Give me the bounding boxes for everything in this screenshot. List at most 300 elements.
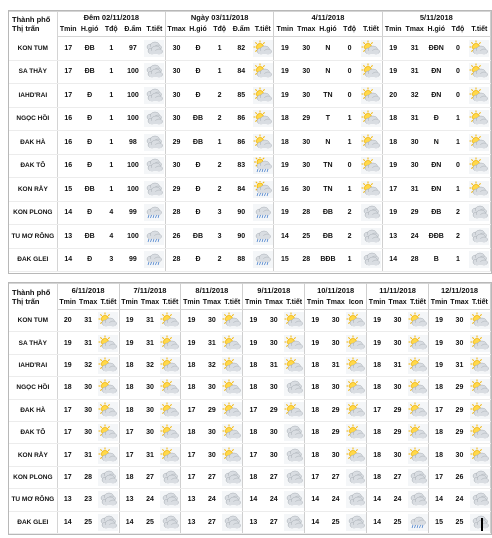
value-cell: 30: [295, 178, 317, 202]
sun-cloud-icon: [470, 424, 490, 441]
value-cell: 3: [209, 225, 231, 249]
corner-header-line: Thị trấn: [12, 296, 40, 306]
weather-cell: [222, 354, 243, 376]
value-cell: 84: [230, 178, 252, 202]
value-cell: 14: [429, 489, 450, 511]
weather-cell: [160, 444, 181, 466]
weather-cell: [408, 310, 429, 332]
value-cell: 0: [339, 154, 361, 178]
value-cell: 30: [387, 377, 408, 399]
value-cell: 19: [305, 310, 326, 332]
value-cell: 30: [263, 421, 284, 443]
value-cell: 30: [387, 444, 408, 466]
value-cell: 17: [57, 444, 78, 466]
value-cell: 28: [78, 466, 99, 488]
value-cell: 31: [263, 354, 284, 376]
value-cell: 17: [57, 60, 79, 84]
value-cell: 19: [119, 332, 140, 354]
table-row: [9, 511, 491, 533]
value-cell: 100: [122, 178, 144, 202]
value-cell: 30: [165, 37, 187, 61]
value-cell: ĐB: [187, 131, 209, 155]
sun-cloud-icon: [98, 357, 118, 374]
value-cell: 2: [209, 84, 231, 108]
sun-cloud-icon: [346, 447, 366, 464]
value-cell: 1: [339, 131, 361, 155]
weather-cell: [160, 466, 181, 488]
value-cell: 25: [140, 511, 161, 533]
value-cell: 31: [404, 60, 426, 84]
value-cell: 27: [387, 466, 408, 488]
value-cell: 30: [165, 107, 187, 131]
table-row: [9, 377, 491, 399]
weather-cell: [284, 489, 305, 511]
value-cell: T: [317, 107, 339, 131]
value-cell: 99: [122, 248, 144, 272]
sun-cloud-icon: [160, 335, 180, 352]
value-cell: ĐB: [79, 60, 101, 84]
sun-cloud-icon: [361, 40, 381, 57]
value-cell: ĐB: [425, 201, 447, 225]
sun-cloud-icon: [222, 312, 242, 329]
table-row: [9, 60, 491, 84]
table-row: [9, 201, 491, 225]
weather-cell: [469, 107, 491, 131]
value-cell: ĐĐN: [425, 37, 447, 61]
value-cell: ĐB: [187, 225, 209, 249]
weather-cell: [408, 489, 429, 511]
weather-cell: [222, 332, 243, 354]
value-cell: Đ: [79, 248, 101, 272]
value-cell: 100: [122, 225, 144, 249]
sun-cloud-icon: [361, 63, 381, 80]
sun-cloud-icon: [98, 447, 118, 464]
value-cell: 29: [387, 399, 408, 421]
value-cell: 82: [230, 37, 252, 61]
value-cell: 17: [429, 399, 450, 421]
value-cell: 32: [140, 354, 161, 376]
sun-cloud-icon: [222, 424, 242, 441]
cloudy-icon: [144, 87, 164, 104]
column-header: Tmax: [78, 297, 99, 310]
date-header: 9/11/2018: [243, 284, 305, 297]
weather-cell: [144, 178, 166, 202]
value-cell: 90: [230, 225, 252, 249]
cloudy-icon: [160, 469, 180, 486]
weather-cell: [408, 354, 429, 376]
weather-cell: [469, 201, 491, 225]
weather-cell: [360, 248, 382, 272]
value-cell: Đ: [79, 154, 101, 178]
cloud-rain-icon: [253, 251, 273, 268]
location-name: ĐAK GLEI: [9, 511, 57, 533]
weather-cell: [222, 421, 243, 443]
value-cell: 30: [78, 377, 99, 399]
text-cursor-bar: [481, 518, 483, 531]
value-cell: 28: [295, 201, 317, 225]
value-cell: 26: [165, 225, 187, 249]
value-cell: ĐN: [425, 178, 447, 202]
value-cell: 14: [57, 511, 78, 533]
cloudy-icon: [98, 469, 118, 486]
value-cell: 30: [78, 421, 99, 443]
table2-grid: [9, 283, 491, 534]
value-cell: 30: [263, 332, 284, 354]
column-header: T.tiết: [469, 24, 491, 37]
weather-cell: [469, 225, 491, 249]
weather-cell: [346, 354, 367, 376]
weather-cell: [252, 60, 274, 84]
cloudy-icon: [346, 469, 366, 486]
table-row: [9, 354, 491, 376]
table-row: [9, 399, 491, 421]
weather-cell: [222, 466, 243, 488]
sun-cloud-icon: [470, 357, 490, 374]
value-cell: 1: [100, 178, 122, 202]
weather-cell: [252, 248, 274, 272]
value-cell: 14: [382, 248, 404, 272]
value-cell: 98: [122, 131, 144, 155]
value-cell: 27: [202, 511, 223, 533]
value-cell: 17: [367, 399, 388, 421]
cloudy-icon: [469, 228, 489, 245]
value-cell: 17: [57, 421, 78, 443]
weather-cell: [98, 444, 119, 466]
value-cell: 17: [57, 37, 79, 61]
value-cell: 29: [404, 201, 426, 225]
weather-cell: [470, 444, 491, 466]
weather-cell: [160, 511, 181, 533]
column-header: Icon: [346, 297, 367, 310]
column-header: Tmax: [165, 24, 187, 37]
value-cell: 30: [295, 154, 317, 178]
value-cell: 18: [305, 444, 326, 466]
value-cell: 30: [78, 399, 99, 421]
value-cell: 99: [122, 201, 144, 225]
value-cell: 26: [449, 466, 470, 488]
value-cell: 24: [202, 489, 223, 511]
sun-cloud-icon: [470, 379, 490, 396]
value-cell: 4: [100, 225, 122, 249]
sun-cloud-icon: [408, 424, 428, 441]
value-cell: ĐĐB: [425, 225, 447, 249]
value-cell: ĐB: [79, 37, 101, 61]
value-cell: 31: [140, 310, 161, 332]
value-cell: Đ: [425, 107, 447, 131]
value-cell: 29: [165, 178, 187, 202]
sun-cloud-icon: [253, 110, 273, 127]
value-cell: Đ: [187, 84, 209, 108]
value-cell: 31: [78, 444, 99, 466]
sun-cloud-icon: [284, 335, 304, 352]
weather-cell: [360, 131, 382, 155]
location-name: KON TUM: [9, 310, 57, 332]
value-cell: 30: [449, 332, 470, 354]
column-header: Tđộ: [100, 24, 122, 37]
value-cell: 29: [387, 421, 408, 443]
value-cell: 25: [387, 511, 408, 533]
value-cell: 100: [122, 60, 144, 84]
value-cell: 4: [100, 201, 122, 225]
value-cell: 30: [263, 310, 284, 332]
date-header: 6/11/2018: [57, 284, 119, 297]
column-header: Tmax: [140, 297, 161, 310]
column-header: T.tiết: [284, 297, 305, 310]
value-cell: N: [317, 60, 339, 84]
weather-cell: [252, 154, 274, 178]
weather-cell: [346, 466, 367, 488]
sun-cloud-icon: [284, 402, 304, 419]
weather-cell: [346, 421, 367, 443]
cloudy-icon: [222, 469, 242, 486]
value-cell: 18: [274, 107, 296, 131]
column-header: Tmax: [325, 297, 346, 310]
cloudy-icon: [361, 251, 381, 268]
value-cell: 1: [447, 178, 469, 202]
cloudy-icon: [284, 491, 304, 508]
weather-cell: [144, 84, 166, 108]
value-cell: 18: [429, 421, 450, 443]
weather-cell: [469, 131, 491, 155]
sun-cloud-icon: [160, 424, 180, 441]
value-cell: 18: [382, 131, 404, 155]
weather-cell: [470, 466, 491, 488]
value-cell: 2: [209, 154, 231, 178]
column-header: H.gió: [187, 24, 209, 37]
column-header: T.tiết: [252, 24, 274, 37]
value-cell: Đ: [187, 60, 209, 84]
corner-header-line: Thị trấn: [12, 24, 40, 34]
sun-cloud-icon: [253, 134, 273, 151]
value-cell: Đ: [187, 154, 209, 178]
cloudy-icon: [284, 424, 304, 441]
location-name: IAHD'RAI: [9, 84, 57, 108]
table-row: [9, 489, 491, 511]
cloud-rain-icon: [253, 228, 273, 245]
value-cell: 19: [57, 332, 78, 354]
location-name: ĐAK GLEI: [9, 248, 57, 272]
table-row: [9, 444, 491, 466]
sun-cloud-icon: [408, 379, 428, 396]
table-row: [9, 37, 491, 61]
weather-cell: [470, 332, 491, 354]
sun-cloud-icon: [469, 181, 489, 198]
column-header: T.tiết: [144, 24, 166, 37]
value-cell: 18: [429, 377, 450, 399]
location-name: TU MƠ RÔNG: [9, 489, 57, 511]
value-cell: 24: [449, 489, 470, 511]
value-cell: 18: [181, 421, 202, 443]
value-cell: 17: [305, 466, 326, 488]
value-cell: 13: [57, 489, 78, 511]
weather-cell: [346, 489, 367, 511]
value-cell: Đ: [79, 131, 101, 155]
value-cell: 24: [263, 489, 284, 511]
value-cell: 30: [387, 332, 408, 354]
sun-cloud-icon: [253, 63, 273, 80]
column-header: Tmax: [263, 297, 284, 310]
table1-grid: [9, 11, 491, 272]
value-cell: 16: [57, 107, 79, 131]
column-header: Tmin: [367, 297, 388, 310]
column-header: Tmax: [202, 297, 223, 310]
sun-cloud-icon: [98, 312, 118, 329]
weather-cell: [284, 377, 305, 399]
value-cell: 97: [122, 37, 144, 61]
table-row: [9, 421, 491, 443]
value-cell: Đ: [79, 107, 101, 131]
corner-header-line: Thành phố: [12, 287, 51, 297]
corner-header: [9, 12, 57, 37]
sun-cloud-icon: [408, 447, 428, 464]
column-header: T.tiết: [470, 297, 491, 310]
value-cell: 30: [325, 444, 346, 466]
location-name: SA THẦY: [9, 60, 57, 84]
value-cell: 0: [447, 60, 469, 84]
value-cell: 30: [295, 60, 317, 84]
weather-cell: [284, 399, 305, 421]
weather-cell: [98, 421, 119, 443]
location-name: SA THẦY: [9, 332, 57, 354]
sun-cloud-icon: [470, 402, 490, 419]
cloudy-icon: [346, 491, 366, 508]
weather-cell: [98, 310, 119, 332]
weather-cell: [408, 377, 429, 399]
value-cell: 17: [382, 178, 404, 202]
date-header: Ngày 03/11/2018: [165, 12, 273, 24]
value-cell: 13: [243, 511, 264, 533]
weather-cell: [144, 201, 166, 225]
weather-cell: [144, 107, 166, 131]
sun-cloud-icon: [346, 424, 366, 441]
value-cell: ĐN: [425, 60, 447, 84]
sun-cloud-icon: [222, 379, 242, 396]
value-cell: 29: [202, 399, 223, 421]
value-cell: 19: [382, 60, 404, 84]
value-cell: 16: [57, 154, 79, 178]
cloud-rain-icon: [253, 204, 273, 221]
value-cell: 100: [122, 154, 144, 178]
weather-cell: [360, 154, 382, 178]
weather-cell: [284, 511, 305, 533]
cloudy-icon: [470, 469, 490, 486]
value-cell: 31: [140, 444, 161, 466]
weather-cell: [252, 201, 274, 225]
value-cell: 19: [274, 154, 296, 178]
weather-cell: [144, 225, 166, 249]
value-cell: 17: [181, 466, 202, 488]
cloudy-icon: [470, 491, 490, 508]
value-cell: 0: [339, 84, 361, 108]
weather-cell: [469, 248, 491, 272]
sun-cloud-icon: [469, 110, 489, 127]
sun-rain-icon: [253, 157, 273, 174]
value-cell: 14: [367, 489, 388, 511]
value-cell: 18: [305, 399, 326, 421]
weather-cell: [252, 84, 274, 108]
value-cell: Đ: [79, 201, 101, 225]
weather-cell: [360, 225, 382, 249]
value-cell: 19: [274, 37, 296, 61]
weather-cell: [98, 399, 119, 421]
value-cell: 0: [447, 84, 469, 108]
weather-cell: [98, 489, 119, 511]
value-cell: 86: [230, 107, 252, 131]
value-cell: 30: [140, 377, 161, 399]
value-cell: 19: [274, 201, 296, 225]
value-cell: 31: [202, 332, 223, 354]
value-cell: 90: [230, 201, 252, 225]
value-cell: 0: [339, 60, 361, 84]
column-header: H.gió: [425, 24, 447, 37]
weather-cell: [346, 310, 367, 332]
value-cell: 18: [243, 354, 264, 376]
weather-cell: [360, 107, 382, 131]
weather-cell: [408, 511, 429, 533]
cloudy-icon: [144, 157, 164, 174]
value-cell: 18: [243, 377, 264, 399]
value-cell: 14: [57, 248, 79, 272]
column-header: T.tiết: [222, 297, 243, 310]
sun-cloud-icon: [98, 402, 118, 419]
value-cell: 31: [78, 310, 99, 332]
value-cell: 28: [165, 201, 187, 225]
weather-cell: [98, 377, 119, 399]
table-row: [9, 466, 491, 488]
value-cell: 30: [404, 131, 426, 155]
value-cell: 1: [209, 60, 231, 84]
value-cell: 30: [387, 310, 408, 332]
value-cell: 1: [339, 248, 361, 272]
value-cell: ĐB: [79, 178, 101, 202]
location-name: ĐAK TÔ: [9, 154, 57, 178]
cloudy-icon: [144, 181, 164, 198]
value-cell: 18: [274, 131, 296, 155]
value-cell: N: [425, 131, 447, 155]
column-header: T.tiết: [360, 24, 382, 37]
value-cell: 30: [202, 377, 223, 399]
weather-cell: [346, 332, 367, 354]
cloudy-icon: [160, 491, 180, 508]
weather-cell: [346, 377, 367, 399]
value-cell: 30: [325, 310, 346, 332]
sun-cloud-icon: [222, 402, 242, 419]
weather-cell: [469, 84, 491, 108]
weather-cell: [360, 201, 382, 225]
weather-cell: [252, 37, 274, 61]
weather-cell: [346, 399, 367, 421]
value-cell: Đ: [187, 37, 209, 61]
weather-cell: [470, 310, 491, 332]
location-name: NGỌC HỒI: [9, 107, 57, 131]
sun-cloud-icon: [408, 357, 428, 374]
sun-rain-icon: [253, 181, 273, 198]
value-cell: 30: [165, 84, 187, 108]
value-cell: 1: [447, 107, 469, 131]
weather-cell: [408, 332, 429, 354]
weather-cell: [160, 377, 181, 399]
column-header: H.gió: [79, 24, 101, 37]
value-cell: 29: [449, 421, 470, 443]
value-cell: 31: [387, 354, 408, 376]
value-cell: 30: [140, 399, 161, 421]
location-name: KON PLONG: [9, 466, 57, 488]
sun-cloud-icon: [361, 157, 381, 174]
value-cell: 19: [367, 310, 388, 332]
column-header: Tmin: [181, 297, 202, 310]
weather-cell: [98, 511, 119, 533]
location-name: KON TUM: [9, 37, 57, 61]
